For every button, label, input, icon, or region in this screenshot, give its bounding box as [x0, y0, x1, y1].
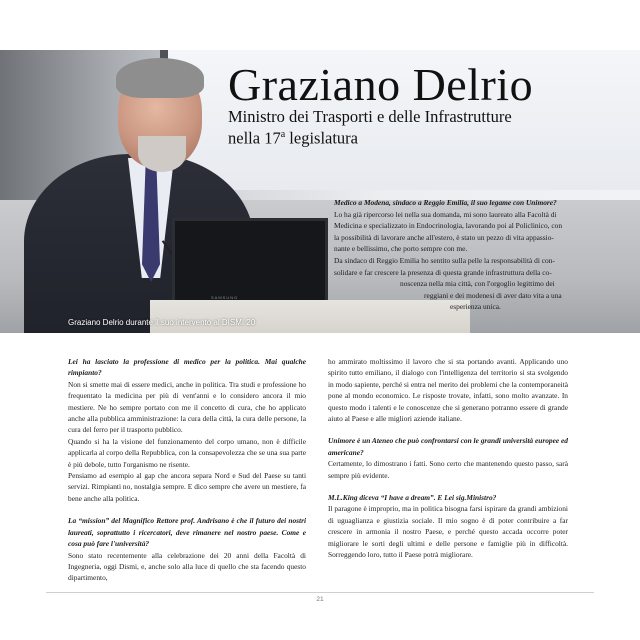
paragraph-gap: [328, 481, 568, 492]
paragraph-gap: [328, 424, 568, 435]
interview-answer: Certamente, lo dimostrano i fatti. Sono certo che mantenendo questo passo, sarà sempre più evidente.: [328, 459, 568, 480]
interview-answer-line: reggiani e dei modenesi di aver dato vita a una: [424, 290, 562, 300]
hero-interview-block: [334, 197, 614, 313]
interview-question: La “mission” del Magnifico Rettore prof. Andrisano è che il futuro dei nostri laureati, soprattutto i ricercatori, deve rimanere nel nostro paese. Come e cosa può fare l'università?: [68, 516, 306, 549]
interview-question: Lei ha lasciato la professione di medico per la politica. Mai qualche rimpianto?: [68, 357, 306, 378]
interview-question: [328, 492, 568, 503]
interview-answer-line: nante e bellissimo, che porto sempre con me.: [334, 244, 468, 254]
monitor-brand: SAMSUNG: [211, 295, 239, 300]
interview-answer: Sono stato recentemente alla celebrazione dei 20 anni della Facoltà di Ingegneria, oggi Dismi, e, anche solo alla luce di quello che sta facendo questo dipartimento,: [68, 550, 306, 583]
interview-answer-line: Lo ha già ripercorso lei nella sua domanda, mi sono laureato alla Facoltà di: [334, 209, 557, 219]
question-quote: “I have a dream”: [380, 493, 434, 503]
interview-answer-line: Da sindaco di Reggio Emilia ho sentito sulla pelle la responsabilità di con-: [334, 255, 555, 265]
interview-answer-line: noscenza nella mia città, con l'orgoglio legittimo dei: [400, 279, 555, 289]
subtitle-ordinal: a: [280, 129, 286, 140]
interview-answer-line: la possibilità di lavorare anche all'estero, è stato un pezzo di vita appassio-: [334, 232, 554, 242]
interview-answer-line: solidare e far crescere la presenza di questa grande infrastruttura della co-: [334, 267, 552, 277]
footer-rule: [46, 592, 594, 593]
speaker-beard: [138, 136, 186, 172]
photo-caption: Graziano Delrio durante il suo intervento al DISMI 20: [68, 318, 256, 327]
right-column: [328, 356, 568, 561]
interview-question: Medico a Modena, sindaco a Reggio Emilia, il suo legame con Unimore?: [334, 198, 557, 207]
speaker-hair: [116, 58, 204, 98]
question-suffix: . E Lei sig.Ministro?: [433, 493, 497, 503]
subtitle-line-1: Ministro dei Trasporti e delle Infrastrutture: [228, 107, 512, 126]
page-title: Graziano Delrio: [228, 59, 534, 110]
page-subtitle: [228, 108, 512, 148]
paragraph-gap: [68, 504, 306, 515]
page-number: 21: [316, 596, 324, 603]
interview-answer: Pensiamo ad esempio al gap che ancora separa Nord e Sud del Paese su tanti servizi. Rimpianti no, nostalgia sempre. E dico sempre che avere un mestiere, fa bene anche alla politica.: [68, 471, 306, 503]
interview-answer-line: Medicina e specializzato in Endocrinologia, lavorando poi al Policlinico, con: [334, 221, 563, 231]
subtitle-legislature-word: legislatura: [285, 128, 359, 148]
interview-answer: ho ammirato moltissimo il lavoro che si sta portando avanti. Applicando uno spirito tutto emiliano, il dialogo con l'intelligenza del territorio si sta svolgendo in modo sapiente, perché si entra nel merito dei problemi che la contemporaneità pone al mondo economico. Le risposte trovate, infatti, sono molto avanzate. In questo modo i talenti e le conoscenze che si generano potranno essere di grande aiuto al Paese e alle migliori aziende italiane.: [328, 357, 568, 424]
subtitle-line-2: [228, 126, 512, 148]
subtitle-legislature-number: nella 17: [228, 128, 281, 148]
interview-question: Unimore è un Ateneo che può confrontarsi con le grandi università europee ed americane?: [328, 436, 568, 457]
question-prefix: M.L.King diceva: [328, 493, 381, 503]
interview-answer: Il paragone è improprio, ma in politica bisogna farsi ispirare da grandi ambizioni di uguaglianza e giustizia sociale. Il mio sogno è di poter contribuire a far crescere in armonia il nostro Paese, e perché questo accada occorre poter migliorare le sorti degli ultimi e delle persone e famiglie più in difficoltà. Sorreggendo loro, tutto il Paese potrà migliorare.: [328, 504, 568, 560]
interview-answer-line: esperienza unica.: [450, 302, 501, 312]
interview-answer: Non si smette mai di essere medici, anche in politica. Tra studi e professione ho frequentato la medicina per più di vent'anni e lo considero ancora il mio mestiere. Ne ho sempre portato con me il concetto di cura, che ho applicato anche alla pubblica amministrazione: la cura della città, la cura delle persone, la cura del ferro per il trasporto pubblico.: [68, 379, 306, 435]
left-column: [68, 356, 306, 584]
interview-answer: Quando si ha la visione del funzionamento del corpo umano, non è difficile applicarla al corpo della Repubblica, con la consapevolezza che se una sua parte è più debole, tutto l'organismo ne risente.: [68, 436, 306, 469]
